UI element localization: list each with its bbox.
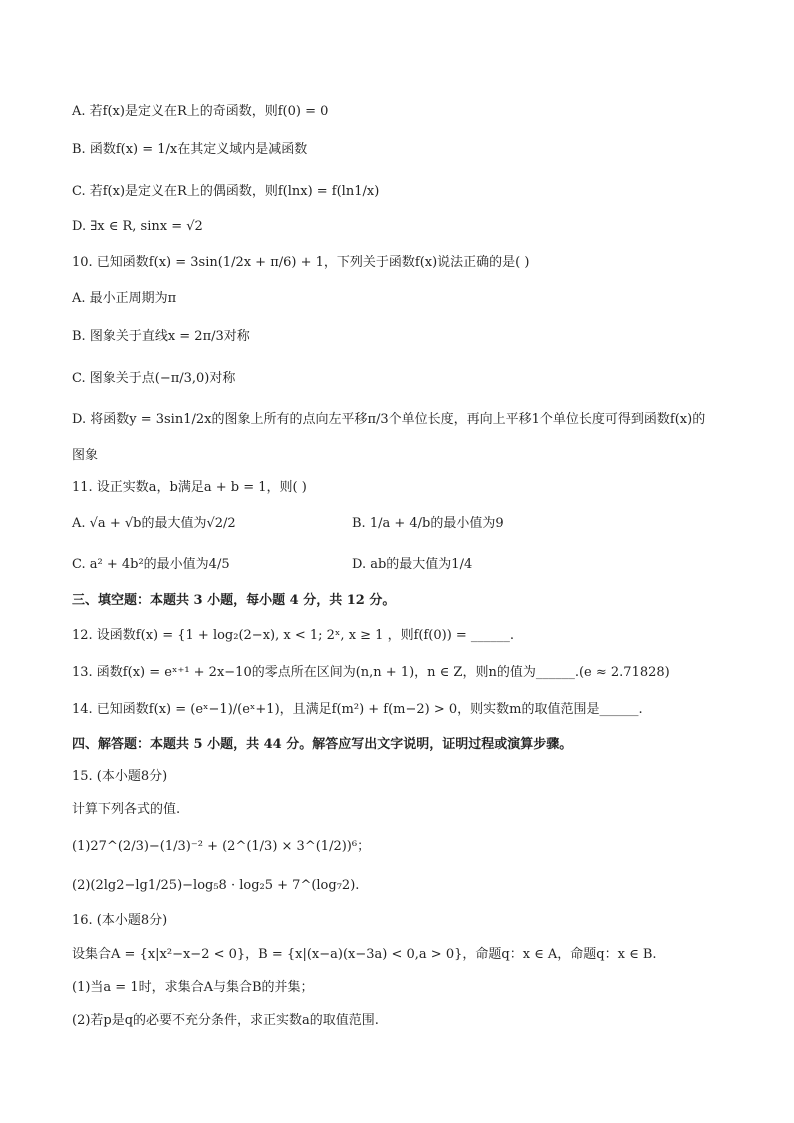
question-15-part1: (1)27^(2/3)−(1/3)⁻² + (2^(1/3) × 3^(1/2))⁶； bbox=[72, 839, 371, 854]
option-9c: C. 若f(x)是定义在R上的偶函数，则f(lnx) = f(ln1/x) bbox=[72, 184, 380, 199]
section-4-heading: 四、解答题：本题共 5 小题，共 44 分。解答应写出文字说明，证明过程或演算步骤。 bbox=[72, 737, 573, 752]
question-16: 16. (本小题8分) bbox=[72, 913, 168, 928]
option-11d: D. ab的最大值为1/4 bbox=[352, 557, 473, 572]
question-12: 12. 设函数f(x) = {1 + log₂(2−x), x < 1; 2ˣ, x ≥ 1 ，则f(f(0)) = ______. bbox=[72, 628, 515, 643]
question-15: 15. (本小题8分) bbox=[72, 769, 168, 784]
question-16-part1: (1)当a = 1时，求集合A与集合B的并集； bbox=[72, 980, 314, 995]
question-11: 11. 设正实数a，b满足a + b = 1，则( ) bbox=[72, 480, 307, 495]
option-9a: A. 若f(x)是定义在R上的奇函数，则f(0) = 0 bbox=[72, 104, 329, 119]
option-10a: A. 最小正周期为π bbox=[72, 291, 177, 306]
option-9b: B. 函数f(x) = 1/x在其定义域内是减函数 bbox=[72, 142, 308, 157]
question-16-part2: (2)若p是q的必要不充分条件，求正实数a的取值范围. bbox=[72, 1013, 379, 1028]
question-10: 10. 已知函数f(x) = 3sin(1/2x + π/6) + 1，下列关于函数f(x)说法正确的是( ) bbox=[72, 255, 530, 270]
question-13: 13. 函数f(x) = eˣ⁺¹ + 2x−10的零点所在区间为(n,n + 1)，n ∈ Z，则n的值为______.(e ≈ 2.71828) bbox=[72, 665, 670, 680]
option-11a: A. √a + √b的最大值为√2/2 bbox=[72, 516, 236, 531]
question-14: 14. 已知函数f(x) = (eˣ−1)/(eˣ+1)，且满足f(m²) + f(m−2) > 0，则实数m的取值范围是______. bbox=[72, 702, 643, 717]
question-15-part2: (2)(2lg2−lg1/25)−log₅8 · log₂5 + 7^(log₇2). bbox=[72, 878, 360, 893]
section-3-heading: 三、填空题：本题共 3 小题，每小题 4 分，共 12 分。 bbox=[72, 593, 396, 608]
option-10b: B. 图象关于直线x = 2π/3对称 bbox=[72, 329, 250, 344]
option-11b: B. 1/a + 4/b的最小值为9 bbox=[352, 516, 504, 531]
question-16-prompt: 设集合A = {x|x²−x−2 < 0}，B = {x|(x−a)(x−3a) < 0,a > 0}，命题q：x ∈ A，命题q：x ∈ B. bbox=[72, 947, 657, 962]
option-10d: D. 将函数y = 3sin1/2x的图象上所有的点向左平移π/3个单位长度，再向上平移1个单位长度可得到函数f(x)的 bbox=[72, 412, 706, 427]
option-9d: D. ∃x ∈ R, sinx = √2 bbox=[72, 219, 203, 234]
option-10c: C. 图象关于点(−π/3,0)对称 bbox=[72, 371, 236, 386]
question-15-prompt: 计算下列各式的值. bbox=[72, 802, 181, 817]
option-11c: C. a² + 4b²的最小值为4/5 bbox=[72, 557, 230, 572]
option-10d-cont: 图象 bbox=[72, 448, 99, 463]
